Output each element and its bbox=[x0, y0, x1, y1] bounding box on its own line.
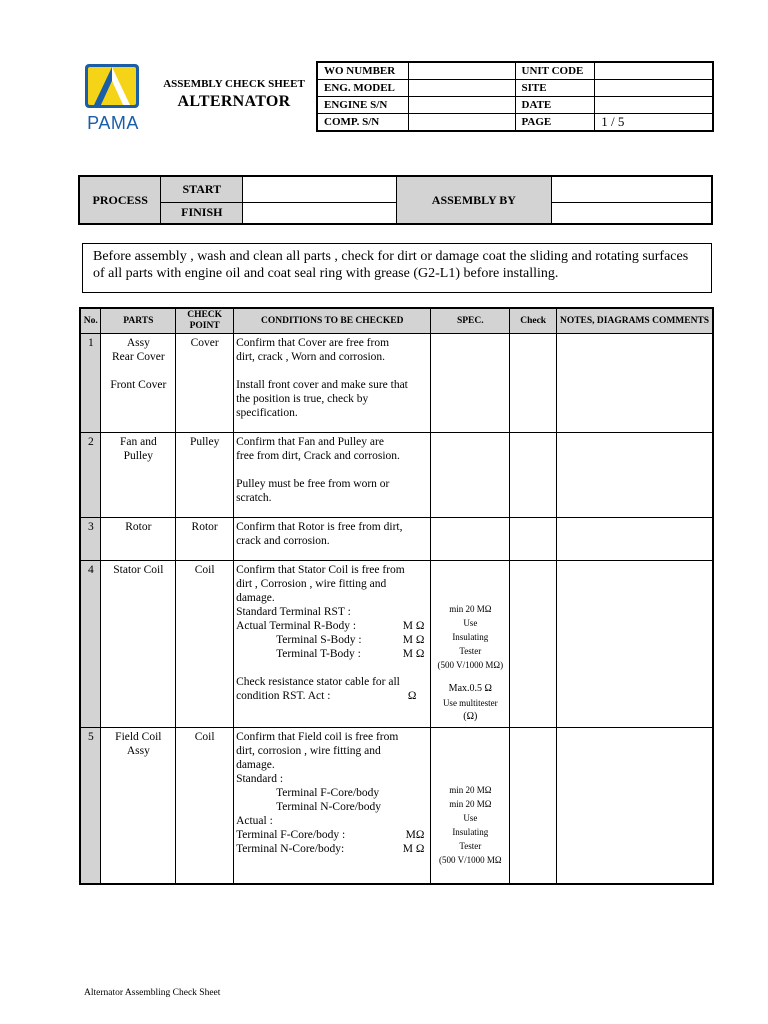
terminal-label: Actual Terminal R-Body : bbox=[236, 620, 357, 632]
standard-line: Terminal N-Core/body bbox=[276, 801, 381, 813]
process-table bbox=[78, 175, 713, 225]
row-number: 4 bbox=[80, 561, 101, 728]
spec-line: Use multitester bbox=[442, 698, 498, 708]
condition-line: damage. bbox=[236, 759, 275, 771]
start-label: START bbox=[161, 176, 243, 202]
parts-line: Pulley bbox=[123, 450, 154, 462]
row-notes-field[interactable] bbox=[557, 728, 713, 884]
row-notes-field[interactable] bbox=[557, 433, 713, 518]
col-check-point: CHECK POINT bbox=[176, 308, 234, 334]
terminal-unit: M Ω bbox=[402, 634, 425, 646]
row-parts bbox=[101, 728, 176, 884]
spec-line: Insulating bbox=[452, 632, 489, 642]
parts-line bbox=[103, 364, 173, 378]
actual-line bbox=[236, 842, 428, 856]
info-row bbox=[317, 62, 713, 80]
sheet-title: ASSEMBLY CHECK SHEET bbox=[163, 78, 305, 90]
check-table bbox=[79, 307, 714, 885]
condition-line: dirt, corrosion , wire fitting and bbox=[236, 745, 381, 757]
page-field[interactable]: 1 / 5 bbox=[595, 114, 713, 132]
row-parts bbox=[101, 334, 176, 433]
row-check-field[interactable] bbox=[510, 561, 557, 728]
date-label: DATE bbox=[515, 97, 595, 114]
condition-line: Standard Terminal RST : bbox=[236, 606, 351, 618]
condition-line: Actual : bbox=[236, 815, 273, 827]
condition-line: Confirm that Rotor is free from dirt, bbox=[236, 521, 403, 533]
condition-line bbox=[236, 689, 428, 703]
terminal-line bbox=[236, 619, 428, 633]
row-parts bbox=[101, 433, 176, 518]
standard-line: Terminal F-Core/body bbox=[276, 787, 380, 799]
process-row-finish bbox=[79, 202, 712, 224]
sheet-subtitle: ALTERNATOR bbox=[177, 93, 291, 110]
pama-logo-icon bbox=[84, 63, 140, 109]
terminal-label: Terminal T-Body : bbox=[276, 648, 361, 660]
row-parts bbox=[101, 518, 176, 561]
table-row bbox=[80, 561, 713, 728]
actual-unit: M Ω bbox=[402, 843, 425, 855]
condition-line bbox=[236, 463, 428, 477]
finish-label: FINISH bbox=[161, 202, 243, 224]
logo-wordmark: PAMA bbox=[87, 113, 139, 133]
parts-line: Rear Cover bbox=[111, 351, 165, 363]
parts-line: Stator Coil bbox=[113, 564, 164, 576]
wo-number-label: WO NUMBER bbox=[317, 62, 409, 80]
terminal-unit: M Ω bbox=[402, 620, 425, 632]
condition-line: the position is true, check by bbox=[236, 393, 369, 405]
row-notes-field[interactable] bbox=[557, 334, 713, 433]
terminal-line bbox=[236, 647, 428, 661]
actual-label: Terminal F-Core/body : bbox=[236, 829, 346, 841]
table-row bbox=[80, 334, 713, 433]
condition-line: damage. bbox=[236, 592, 275, 604]
condition-line: scratch. bbox=[236, 492, 272, 504]
process-label: PROCESS bbox=[79, 176, 161, 224]
site-field[interactable] bbox=[595, 80, 713, 97]
assembly-by-field-2[interactable] bbox=[552, 202, 712, 224]
row-check-field[interactable] bbox=[510, 518, 557, 561]
condition-line: Confirm that Field coil is free from bbox=[236, 731, 399, 743]
row-conditions bbox=[234, 433, 431, 518]
spec-line: min 20 MΩ bbox=[449, 604, 492, 614]
spec-line: min 20 MΩ bbox=[449, 799, 492, 809]
spec-block bbox=[433, 563, 507, 724]
row-number: 3 bbox=[80, 518, 101, 561]
table-header-row bbox=[80, 308, 713, 334]
row-check-field[interactable] bbox=[510, 728, 557, 884]
condition-line: Pulley must be free from worn or bbox=[236, 478, 390, 490]
col-parts: PARTS bbox=[101, 308, 176, 334]
info-row bbox=[317, 80, 713, 97]
row-notes-field[interactable] bbox=[557, 518, 713, 561]
parts-line: Field Coil bbox=[115, 731, 162, 743]
spec-line: (500 V/1000 MΩ) bbox=[437, 660, 504, 670]
condition-text: condition RST. Act : bbox=[236, 690, 331, 702]
process-row-start bbox=[79, 176, 712, 202]
spacer bbox=[236, 661, 428, 675]
spec-line: Use bbox=[463, 813, 478, 823]
site-label: SITE bbox=[515, 80, 595, 97]
condition-line: Check resistance stator cable for all bbox=[236, 676, 400, 688]
condition-line: dirt, crack , Worn and corrosion. bbox=[236, 351, 386, 363]
row-notes-field[interactable] bbox=[557, 561, 713, 728]
header-info-table bbox=[316, 61, 714, 132]
parts-line: Fan and bbox=[119, 436, 157, 448]
parts-line: Assy bbox=[126, 745, 150, 757]
spec-line: Insulating bbox=[452, 827, 489, 837]
info-row bbox=[317, 97, 713, 114]
wo-number-field[interactable] bbox=[409, 62, 515, 80]
condition-line: Standard : bbox=[236, 773, 284, 785]
row-conditions bbox=[234, 518, 431, 561]
table-row bbox=[80, 518, 713, 561]
spec-line bbox=[433, 672, 507, 682]
col-check: Check bbox=[510, 308, 557, 334]
row-spec bbox=[431, 561, 510, 728]
row-check-point: Pulley bbox=[176, 433, 234, 518]
unit-code-label: UNIT CODE bbox=[515, 62, 595, 80]
table-row bbox=[80, 433, 713, 518]
date-field[interactable] bbox=[595, 97, 713, 114]
condition-line: Confirm that Fan and Pulley are bbox=[236, 436, 384, 448]
eng-model-label: ENG. MODEL bbox=[317, 80, 409, 97]
spec-line: Tester bbox=[459, 841, 482, 851]
parts-line: Assy bbox=[126, 337, 150, 349]
row-spec bbox=[431, 728, 510, 884]
spec-block bbox=[433, 730, 507, 867]
row-spec bbox=[431, 518, 510, 561]
spec-line: Tester bbox=[459, 646, 482, 656]
start-field[interactable] bbox=[243, 176, 396, 202]
unit-code-field[interactable] bbox=[595, 62, 713, 80]
engine-sn-label: ENGINE S/N bbox=[317, 97, 409, 114]
condition-line: Install front cover and make sure that bbox=[236, 379, 408, 391]
eng-model-field[interactable] bbox=[409, 80, 515, 97]
condition-line: Confirm that Stator Coil is free from bbox=[236, 564, 405, 576]
parts-line: Front Cover bbox=[110, 379, 167, 391]
instruction-note: Before assembly , wash and clean all parts , check for dirt or damage coat the sliding and rotating surfaces of all parts with engine oil and coat seal ring with grease (G2-L1) before installing. bbox=[82, 243, 712, 293]
comp-sn-label: COMP. S/N bbox=[317, 114, 409, 132]
spec-line: min 20 MΩ bbox=[449, 785, 492, 795]
row-check-point: Coil bbox=[176, 561, 234, 728]
footer-text: Alternator Assembling Check Sheet bbox=[84, 988, 221, 998]
col-no: No. bbox=[80, 308, 101, 334]
spec-line: Use bbox=[463, 618, 478, 628]
row-parts bbox=[101, 561, 176, 728]
row-conditions bbox=[234, 561, 431, 728]
terminal-unit: M Ω bbox=[402, 648, 425, 660]
row-conditions bbox=[234, 728, 431, 884]
terminal-label: Terminal S-Body : bbox=[276, 634, 362, 646]
col-spec: SPEC. bbox=[431, 308, 510, 334]
finish-field[interactable] bbox=[243, 202, 396, 224]
info-row bbox=[317, 114, 713, 132]
assembly-by-label: ASSEMBLY BY bbox=[396, 176, 552, 224]
table-row bbox=[80, 728, 713, 884]
spec-line: Max.0.5 Ω bbox=[448, 683, 492, 694]
condition-line: specification. bbox=[236, 407, 298, 419]
row-spec bbox=[431, 334, 510, 433]
act-unit: Ω bbox=[407, 690, 417, 702]
row-number: 2 bbox=[80, 433, 101, 518]
row-check-point: Coil bbox=[176, 728, 234, 884]
comp-sn-field[interactable] bbox=[409, 114, 515, 132]
condition-line: dirt , Corrosion , wire fitting and bbox=[236, 578, 387, 590]
col-conditions: CONDITIONS TO BE CHECKED bbox=[234, 308, 431, 334]
row-check-point: Cover bbox=[176, 334, 234, 433]
row-number: 1 bbox=[80, 334, 101, 433]
row-conditions bbox=[234, 334, 431, 433]
spec-line: (500 V/1000 MΩ bbox=[439, 855, 502, 865]
condition-line bbox=[236, 364, 428, 378]
row-spec bbox=[431, 433, 510, 518]
condition-line: free from dirt, Crack and corrosion. bbox=[236, 450, 400, 462]
row-check-field[interactable] bbox=[510, 334, 557, 433]
parts-line: Rotor bbox=[125, 521, 152, 533]
col-notes: NOTES, DIAGRAMS COMMENTS bbox=[557, 308, 713, 334]
engine-sn-field[interactable] bbox=[409, 97, 515, 114]
terminal-line bbox=[236, 633, 428, 647]
actual-line bbox=[236, 828, 428, 842]
condition-line: crack and corrosion. bbox=[236, 535, 330, 547]
actual-unit: MΩ bbox=[405, 829, 425, 841]
row-check-point: Rotor bbox=[176, 518, 234, 561]
page-label: PAGE bbox=[515, 114, 595, 132]
assembly-by-field-1[interactable] bbox=[552, 176, 712, 202]
condition-line: Confirm that Cover are free from bbox=[236, 337, 390, 349]
actual-label: Terminal N-Core/body: bbox=[236, 843, 345, 855]
row-check-field[interactable] bbox=[510, 433, 557, 518]
row-number: 5 bbox=[80, 728, 101, 884]
spec-line: (Ω) bbox=[463, 711, 478, 722]
